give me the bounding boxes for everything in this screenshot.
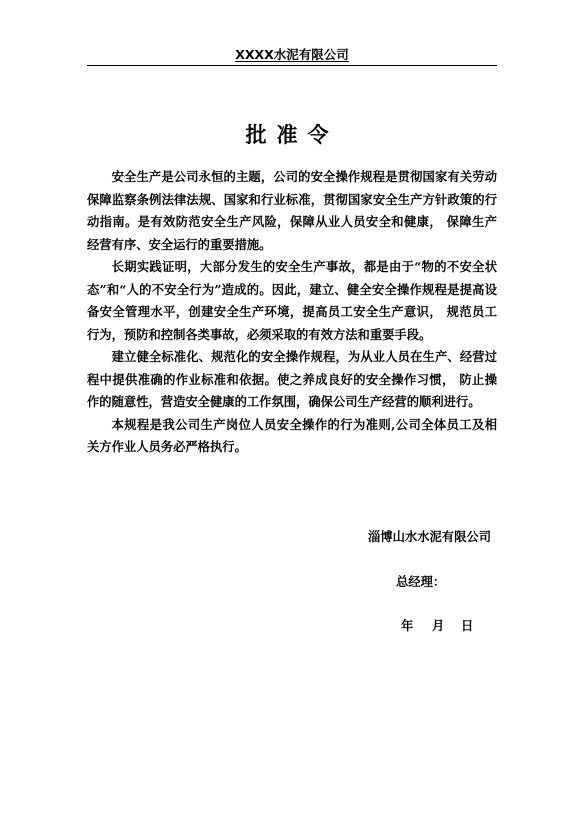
paragraph-3: 建立健全标准化、规范化的安全操作规程，为从业人员在生产、经营过程中提供准确的作业标准和依据。使之养成良好的安全操作习惯， 防止操作的随意性，营造安全健康的工作氛围，确保公司生产经营的顺利进行。: [87, 349, 497, 409]
signature-date: [401, 616, 473, 636]
signature-manager-label: 总经理：: [396, 574, 446, 589]
header-rule: [87, 65, 497, 66]
paragraph-4: 本规程是我公司生产岗位人员安全操作的行为准则,公司全体员工及相关方作业人员务必严格执行。: [87, 416, 497, 454]
date-day-label: 日: [461, 618, 474, 633]
page-header: [87, 46, 497, 64]
document-body: [87, 166, 497, 459]
date-year-label: 年: [401, 618, 414, 633]
date-month-label: 月: [432, 618, 445, 633]
paragraph-2: 长期实践证明，大部分发生的安全生产事故，都是由于“物的不安全状态”和“人的不安全行为”造成的。因此，建立、健全安全操作规程是提高设备安全管理水平，创建安全生产环境，提高员工安全生产意识， 规范员工行为，预防和控制各类事故，必须采取的有效方法和重要手段。: [87, 259, 497, 342]
signature-company: 淄博山水水泥有限公司: [368, 529, 491, 544]
header-company-name: XXXX水泥有限公司: [235, 47, 349, 62]
paragraph-1: 安全生产是公司永恒的主题，公司的安全操作规程是贯彻国家有关劳动保障监察条例法律法规、国家和行业标准，贯彻国家安全生产方针政策的行动指南。是有效防范安全生产风险，保障从业人员安全和健康， 保障生产经营有序、安全运行的重要措施。: [87, 169, 497, 252]
document-title: 批准令: [245, 122, 339, 147]
